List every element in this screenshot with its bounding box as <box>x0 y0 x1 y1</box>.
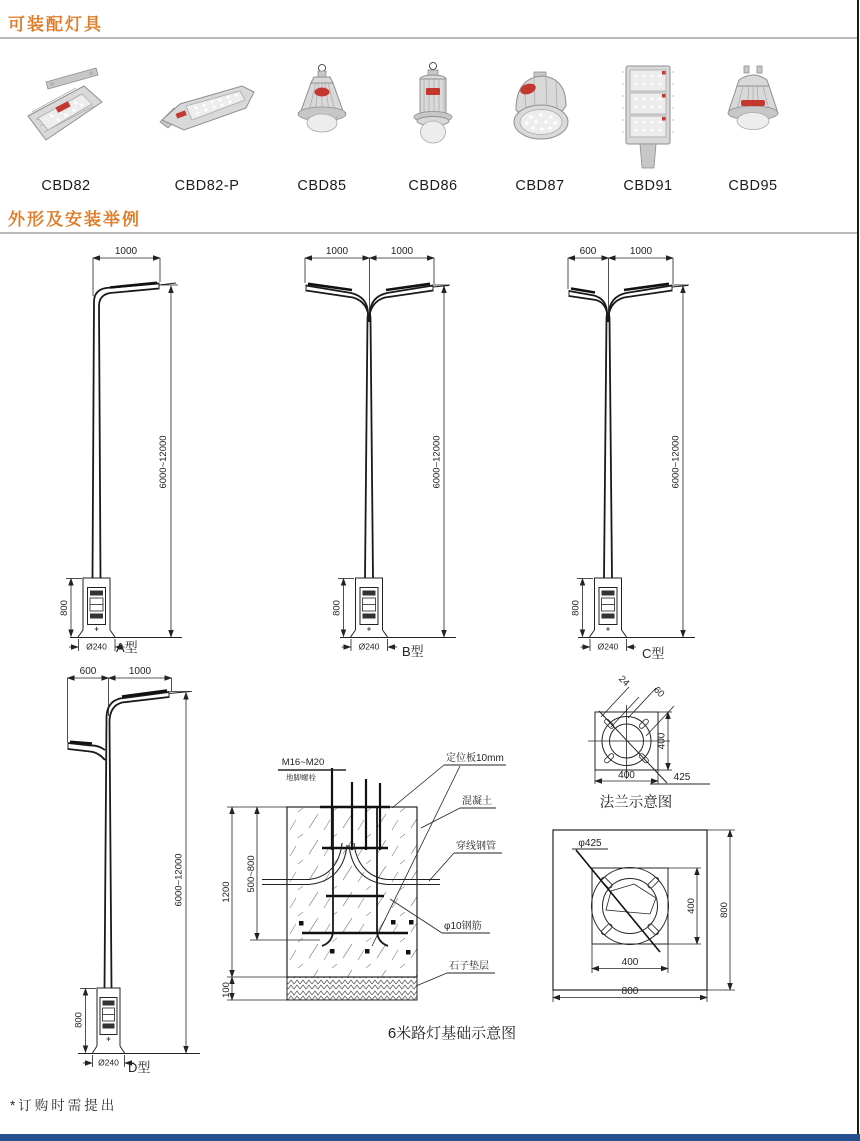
product-label: CBD87 <box>515 178 565 194</box>
pole-d-type-label: D型 <box>128 1060 151 1075</box>
foundation-bolt-label: 地脚螺栓 <box>286 773 316 782</box>
foundation-section-title: 6米路灯基础示意图 <box>387 1025 517 1042</box>
product-cbd82p <box>150 58 264 194</box>
foundation-depth-dim: 1200 <box>221 881 232 903</box>
product-row <box>0 58 860 208</box>
pole-c-arm-right-dim: 1000 <box>629 246 653 257</box>
pole-b-base-dim: 800 <box>331 600 343 616</box>
pole-d-height-dim: 6000~12000 <box>173 853 185 907</box>
pole-b-type-label: B型 <box>402 644 424 659</box>
plan-dia-dim: φ425 <box>578 838 602 849</box>
pole-a-type-label: A型 <box>116 640 138 655</box>
plan-outer-width-dim: 800 <box>621 986 639 997</box>
foundation-bolt-spec: M16~M20 <box>281 757 325 768</box>
flange-width-dim: 400 <box>618 770 635 781</box>
pole-d-arm-right-dim: 1000 <box>128 666 152 677</box>
foundation-plan-diagram <box>553 830 735 1002</box>
foundation-cushion-dim: 100 <box>221 982 232 998</box>
foundation-rebar-label: φ10钢筋 <box>444 921 482 932</box>
section-divider-install <box>0 232 857 234</box>
pole-b-dia-dim: Ø240 <box>358 641 380 652</box>
plan-inner-height-dim: 400 <box>686 898 697 914</box>
product-label: CBD86 <box>408 178 458 194</box>
foundation-section-diagram <box>221 751 516 1042</box>
order-footnote: *订购时需提出 <box>10 1098 118 1113</box>
plan-inner-width-dim: 400 <box>621 957 639 968</box>
flange-diagonal-dim: 425 <box>673 772 691 783</box>
pole-diagram-c <box>568 246 695 661</box>
foundation-embed-dim: 500~800 <box>246 855 257 893</box>
pole-c-base-dim: 800 <box>570 600 582 616</box>
pole-a-dia-dim: Ø240 <box>86 641 107 652</box>
foundation-gravel-label: 石子垫层 <box>449 961 489 972</box>
pole-a-height-dim: 6000~12000 <box>158 435 169 489</box>
flange-detail-diagram <box>588 674 710 811</box>
product-cbd87 <box>490 58 590 194</box>
street-lamp-icon <box>150 58 264 176</box>
section-divider-top <box>0 37 857 39</box>
pole-diagram-b <box>305 246 456 659</box>
pole-c-arm-left-dim: 600 <box>579 246 597 257</box>
pole-b-arm-left-dim: 1000 <box>325 246 349 257</box>
section-title-install: 外形及安装举例 <box>8 210 141 229</box>
foundation-conduit-label: 穿线钢管 <box>456 841 496 852</box>
pole-a-arm-dim: 1000 <box>114 246 138 257</box>
floodlight-icon <box>14 58 118 176</box>
dome-lamp-icon <box>703 58 803 176</box>
pole-diagram-d <box>68 666 201 1075</box>
product-cbd85 <box>272 58 372 194</box>
page-right-border <box>857 0 859 1141</box>
pole-a-base-dim: 800 <box>59 600 70 616</box>
flange-offset-dim: 60 <box>651 684 667 700</box>
flange-detail-title: 法兰示意图 <box>599 795 673 811</box>
plan-outer-height-dim: 800 <box>719 902 730 918</box>
foundation-concrete-label: 混凝土 <box>462 796 492 807</box>
product-cbd86 <box>383 58 483 194</box>
pole-c-dia-dim: Ø240 <box>597 641 619 652</box>
product-label: CBD82-P <box>174 178 240 194</box>
bell-lamp-icon <box>272 58 372 176</box>
product-cbd91 <box>598 58 698 194</box>
pole-b-arm-right-dim: 1000 <box>390 246 414 257</box>
module-lamp-icon <box>598 58 698 176</box>
pole-diagram-a <box>59 246 182 655</box>
product-cbd95 <box>703 58 803 194</box>
product-label: CBD85 <box>297 178 347 194</box>
product-label: CBD95 <box>728 178 778 194</box>
product-cbd82 <box>14 58 118 194</box>
pole-c-height-dim: 6000~12000 <box>670 435 682 489</box>
product-label: CBD82 <box>41 178 91 194</box>
page-footer-bar <box>0 1134 860 1141</box>
section-title-lamps: 可装配灯具 <box>8 15 103 34</box>
round-lamp-icon <box>490 58 590 176</box>
pole-d-dia-dim: Ø240 <box>98 1057 119 1068</box>
flange-hole-dim: 24 <box>616 673 632 689</box>
pendant-lamp-icon <box>383 58 483 176</box>
pole-d-base-dim: 800 <box>73 1012 85 1028</box>
pole-b-height-dim: 6000~12000 <box>431 435 443 489</box>
foundation-plate-label: 定位板10mm <box>446 753 504 764</box>
flange-height-dim: 400 <box>656 732 668 750</box>
pole-c-type-label: C型 <box>642 646 665 661</box>
product-label: CBD91 <box>623 178 673 194</box>
pole-d-arm-left-dim: 600 <box>79 666 97 677</box>
